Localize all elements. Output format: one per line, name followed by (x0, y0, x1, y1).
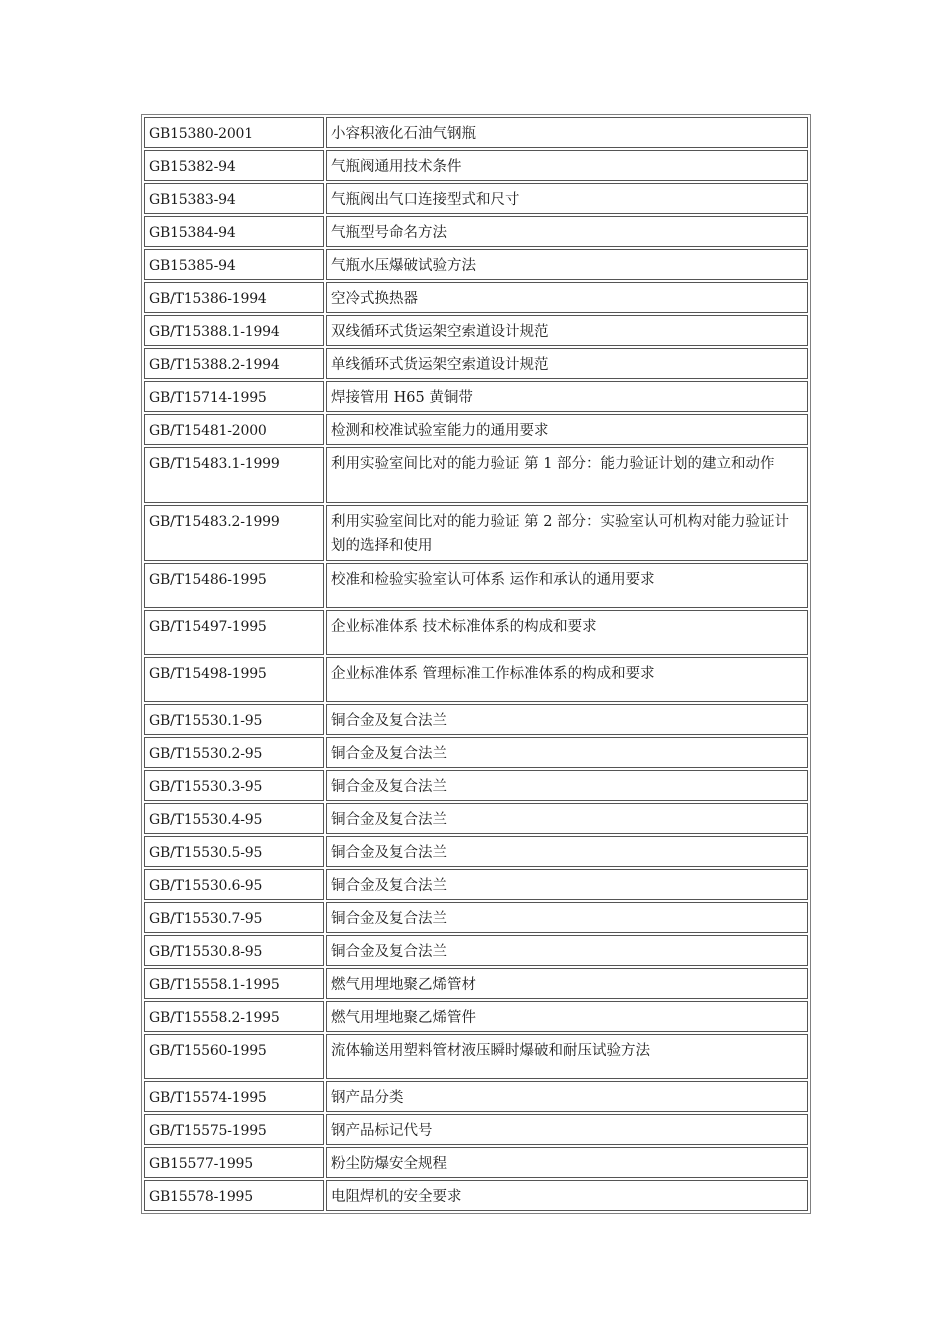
table-row (144, 282, 808, 313)
standard-title-cell: 企业标准体系 技术标准体系的构成和要求 (326, 610, 808, 655)
standard-title-cell: 铜合金及复合法兰 (326, 869, 808, 900)
standard-title-cell: 气瓶水压爆破试验方法 (326, 249, 808, 280)
standard-title-cell: 电阻焊机的安全要求 (326, 1180, 808, 1211)
standard-title-cell: 铜合金及复合法兰 (326, 770, 808, 801)
standard-title-cell: 焊接管用 H65 黄铜带 (326, 381, 808, 412)
table-row (144, 1001, 808, 1032)
standard-code-cell: GB/T15530.3-95 (144, 770, 324, 801)
table-row (144, 836, 808, 867)
table-row (144, 150, 808, 181)
table-row (144, 117, 808, 148)
standard-code-cell: GB15382-94 (144, 150, 324, 181)
standard-code-cell: GB15577-1995 (144, 1147, 324, 1178)
standard-title-cell: 利用实验室间比对的能力验证 第 1 部分：能力验证计划的建立和动作 (326, 447, 808, 503)
standard-title-cell: 空冷式换热器 (326, 282, 808, 313)
standard-title-cell: 企业标准体系 管理标准工作标准体系的构成和要求 (326, 657, 808, 702)
standard-title-cell: 小容积液化石油气钢瓶 (326, 117, 808, 148)
table-row (144, 968, 808, 999)
standard-code-cell: GB/T15481-2000 (144, 414, 324, 445)
table-row (144, 610, 808, 655)
table-row (144, 704, 808, 735)
table-row (144, 737, 808, 768)
standard-title-cell: 校准和检验实验室认可体系 运作和承认的通用要求 (326, 563, 808, 608)
standard-code-cell: GB/T15530.2-95 (144, 737, 324, 768)
standard-title-cell: 利用实验室间比对的能力验证 第 2 部分：实验室认可机构对能力验证计划的选择和使用 (326, 505, 808, 561)
table-row (144, 770, 808, 801)
standard-title-cell: 双线循环式货运架空索道设计规范 (326, 315, 808, 346)
table-row (144, 216, 808, 247)
standards-table-body (144, 117, 808, 1211)
standard-code-cell: GB/T15386-1994 (144, 282, 324, 313)
standard-code-cell: GB/T15575-1995 (144, 1114, 324, 1145)
table-row (144, 902, 808, 933)
table-row (144, 803, 808, 834)
table-row (144, 1034, 808, 1079)
standard-code-cell: GB15384-94 (144, 216, 324, 247)
standard-title-cell: 钢产品标记代号 (326, 1114, 808, 1145)
standard-code-cell: GB/T15486-1995 (144, 563, 324, 608)
standard-title-cell: 铜合金及复合法兰 (326, 704, 808, 735)
standard-code-cell: GB/T15530.1-95 (144, 704, 324, 735)
standard-title-cell: 气瓶型号命名方法 (326, 216, 808, 247)
standard-title-cell: 气瓶阀出气口连接型式和尺寸 (326, 183, 808, 214)
standard-code-cell: GB/T15498-1995 (144, 657, 324, 702)
standard-code-cell: GB/T15530.7-95 (144, 902, 324, 933)
standard-title-cell: 燃气用埋地聚乙烯管材 (326, 968, 808, 999)
table-row (144, 348, 808, 379)
table-row (144, 505, 808, 561)
table-row (144, 1147, 808, 1178)
standard-code-cell: GB/T15530.4-95 (144, 803, 324, 834)
standard-title-cell: 流体输送用塑料管材液压瞬时爆破和耐压试验方法 (326, 1034, 808, 1079)
standard-title-cell: 单线循环式货运架空索道设计规范 (326, 348, 808, 379)
table-row (144, 1180, 808, 1211)
standard-code-cell: GB15578-1995 (144, 1180, 324, 1211)
table-row (144, 249, 808, 280)
standard-code-cell: GB/T15560-1995 (144, 1034, 324, 1079)
table-row (144, 563, 808, 608)
standard-code-cell: GB/T15483.2-1999 (144, 505, 324, 561)
table-row (144, 447, 808, 503)
standard-code-cell: GB/T15530.5-95 (144, 836, 324, 867)
standard-title-cell: 气瓶阀通用技术条件 (326, 150, 808, 181)
table-row (144, 414, 808, 445)
table-row (144, 183, 808, 214)
table-row (144, 657, 808, 702)
standard-title-cell: 铜合金及复合法兰 (326, 935, 808, 966)
standard-code-cell: GB/T15574-1995 (144, 1081, 324, 1112)
table-row (144, 869, 808, 900)
standard-code-cell: GB/T15388.1-1994 (144, 315, 324, 346)
table-row (144, 1114, 808, 1145)
table-row (144, 381, 808, 412)
standard-code-cell: GB15385-94 (144, 249, 324, 280)
standard-title-cell: 粉尘防爆安全规程 (326, 1147, 808, 1178)
table-row (144, 1081, 808, 1112)
standard-code-cell: GB/T15388.2-1994 (144, 348, 324, 379)
standard-code-cell: GB/T15530.6-95 (144, 869, 324, 900)
standard-title-cell: 铜合金及复合法兰 (326, 737, 808, 768)
standard-code-cell: GB15383-94 (144, 183, 324, 214)
standard-title-cell: 铜合金及复合法兰 (326, 902, 808, 933)
standard-code-cell: GB/T15497-1995 (144, 610, 324, 655)
table-row (144, 315, 808, 346)
standard-code-cell: GB/T15558.1-1995 (144, 968, 324, 999)
standard-title-cell: 铜合金及复合法兰 (326, 836, 808, 867)
standard-code-cell: GB/T15558.2-1995 (144, 1001, 324, 1032)
standard-code-cell: GB15380-2001 (144, 117, 324, 148)
standards-table (141, 114, 811, 1214)
standard-code-cell: GB/T15483.1-1999 (144, 447, 324, 503)
standard-title-cell: 检测和校准试验室能力的通用要求 (326, 414, 808, 445)
table-row (144, 935, 808, 966)
standard-code-cell: GB/T15530.8-95 (144, 935, 324, 966)
standard-title-cell: 钢产品分类 (326, 1081, 808, 1112)
standard-title-cell: 燃气用埋地聚乙烯管件 (326, 1001, 808, 1032)
standard-code-cell: GB/T15714-1995 (144, 381, 324, 412)
standard-title-cell: 铜合金及复合法兰 (326, 803, 808, 834)
